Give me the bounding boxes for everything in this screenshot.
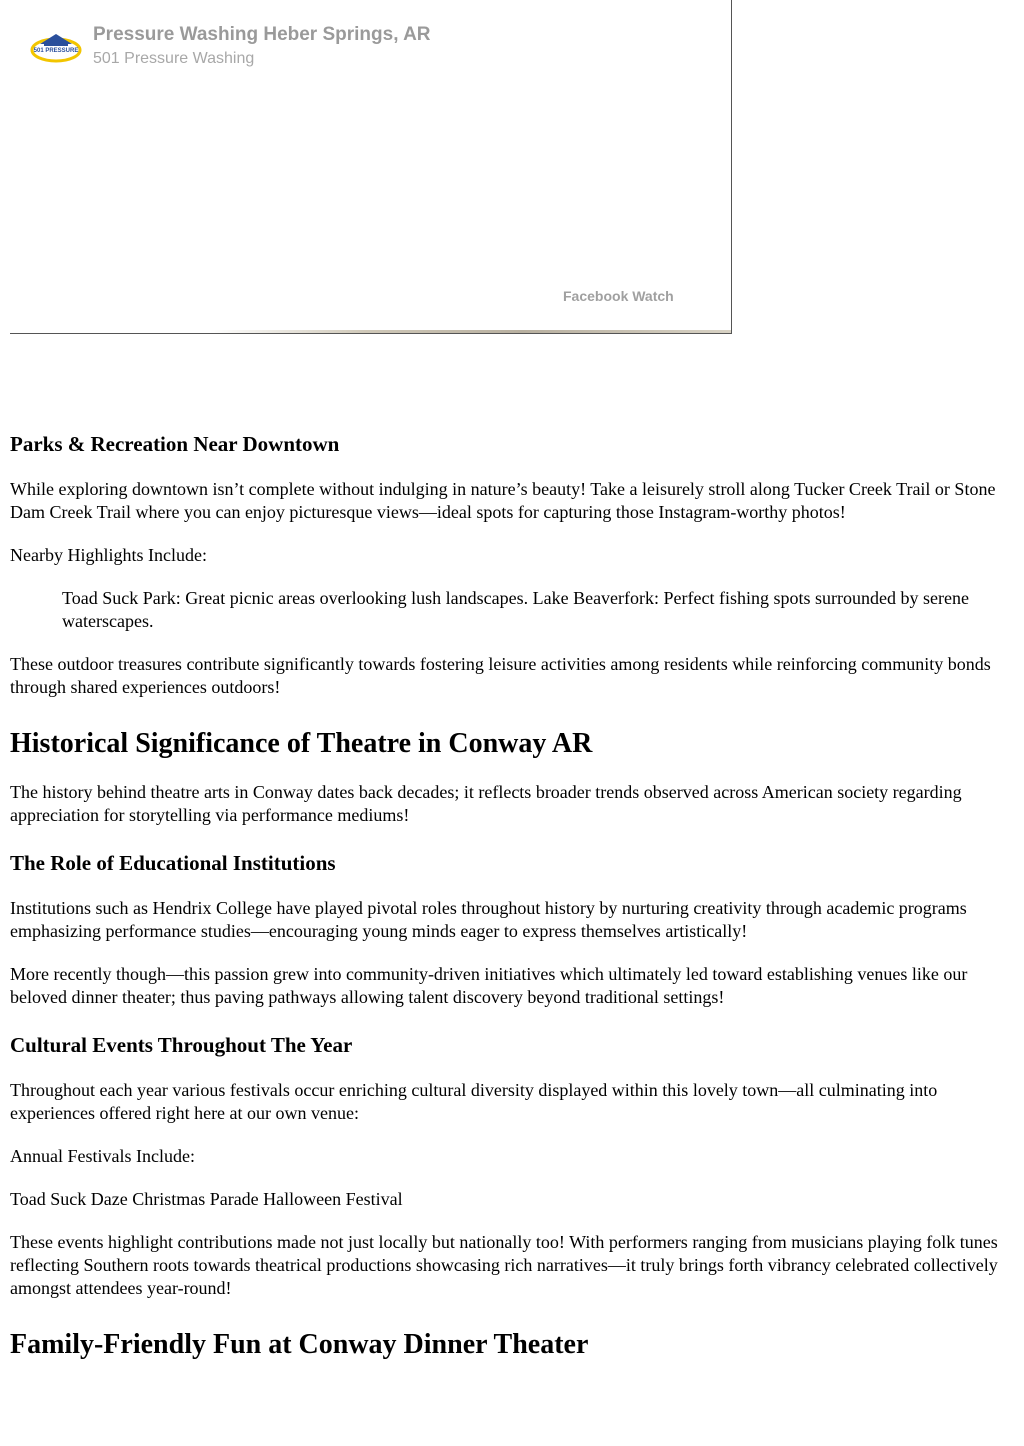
facebook-video-embed[interactable] [10, 0, 732, 334]
paragraph: The history behind theatre arts in Conway dates back decades; it reflects broader trends observed across American society regarding appreciation for storytelling via performance mediums! [10, 782, 962, 825]
paragraph: Toad Suck Daze Christmas Parade Halloween Festival [10, 1189, 403, 1209]
highlights-quote: Toad Suck Park: Great picnic areas overlooking lush landscapes. Lake Beaverfork: Perfect fishing spots surrounded by serene waterscapes. [62, 588, 969, 631]
video-bottom-edge [210, 330, 731, 333]
paragraph: Throughout each year various festivals occur enriching cultural diversity displayed within this lovely town—all culminating into experiences offered right here at our own venue: [10, 1080, 938, 1123]
section-heading-history: Historical Significance of Theatre in Conway AR [10, 728, 593, 759]
paragraph: Institutions such as Hendrix College have played pivotal roles throughout history by nurturing creativity through academic programs emphasizing performance studies—encouraging young minds eager to express themselves artistically! [10, 898, 967, 941]
paragraph: Nearby Highlights Include: [10, 545, 207, 565]
paragraph: These events highlight contributions made not just locally but nationally too! With performers ranging from musicians playing folk tunes reflecting Southern roots towards theatrical productions showcasing rich narratives—it truly brings forth vibrancy celebrated collectively amongst attendees year-round! [10, 1232, 998, 1298]
section-heading-education: The Role of Educational Institutions [10, 851, 336, 875]
article-content [10, 430, 1000, 1362]
facebook-watch-link[interactable]: Facebook Watch [563, 288, 674, 304]
paragraph: These outdoor treasures contribute significantly towards fostering leisure activities among residents while reinforcing community bonds through shared experiences outdoors! [10, 654, 991, 697]
section-heading-events: Cultural Events Throughout The Year [10, 1033, 353, 1057]
video-title[interactable]: Pressure Washing Heber Springs, AR [93, 24, 431, 45]
paragraph: Annual Festivals Include: [10, 1146, 195, 1166]
paragraph: More recently though—this passion grew into community-driven initiatives which ultimately led toward establishing venues like our beloved dinner theater; thus paving pathways allowing talent discovery beyond traditional settings! [10, 964, 968, 1007]
paragraph: While exploring downtown isn’t complete without indulging in nature’s beauty! Take a leisurely stroll along Tucker Creek Trail or Stone Dam Creek Trail where you can enjoy picturesque views—ideal spots for capturing those Instagram-worthy photos! [10, 479, 996, 522]
video-channel-name[interactable]: 501 Pressure Washing [93, 50, 255, 67]
section-heading-parks: Parks & Recreation Near Downtown [10, 432, 340, 456]
company-logo-icon[interactable] [30, 26, 94, 66]
section-heading-family: Family-Friendly Fun at Conway Dinner Theater [10, 1329, 589, 1360]
logo-text: 501 PRESSURE [33, 48, 79, 54]
